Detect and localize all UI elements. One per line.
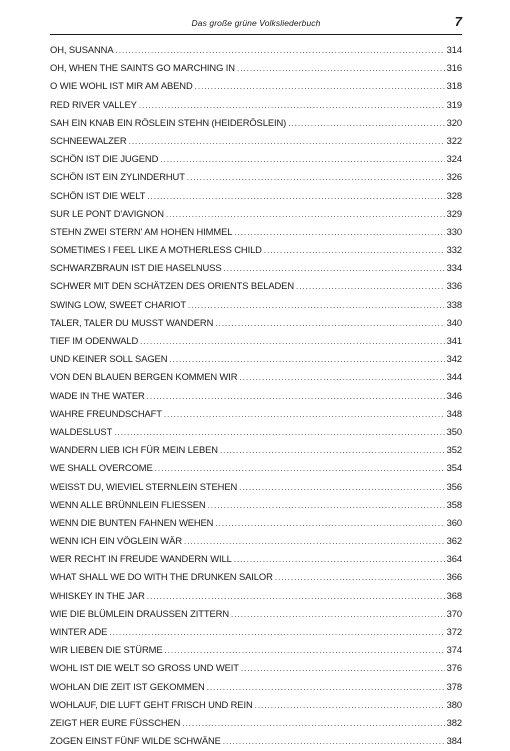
dot-leader — [231, 606, 445, 624]
toc-entry — [50, 696, 462, 714]
toc-entry-title: WIR LIEBEN DIE STÜRME — [50, 644, 163, 656]
toc-entry-page: 346 — [446, 389, 462, 401]
dot-leader — [275, 569, 445, 587]
dot-leader — [208, 497, 445, 515]
toc-entry — [50, 368, 462, 386]
toc-entry-page: 384 — [446, 735, 462, 747]
book-title: Das große grüne Volksliederbuch — [191, 18, 321, 28]
toc-entry-page: 374 — [446, 644, 462, 656]
toc-entry — [50, 150, 462, 168]
toc-entry-title: TIEF IM ODENWALD — [50, 335, 139, 346]
toc-entry — [50, 641, 462, 659]
dot-leader — [155, 460, 445, 478]
toc-entry — [50, 478, 462, 496]
toc-entry-title: VON DEN BLAUEN BERGEN KOMMEN WIR — [50, 371, 238, 383]
dot-leader — [165, 642, 445, 660]
toc-entry-title: SCHÖN IST DIE WELT — [50, 189, 146, 201]
toc-entry-title: OH, WHEN THE SAINTS GO MARCHING IN — [50, 62, 235, 74]
dot-leader — [220, 442, 445, 460]
toc-entry-title: TALER, TALER DU MUSST WANDERN — [50, 316, 214, 328]
toc-entry-page: 338 — [446, 298, 462, 310]
dot-leader — [239, 479, 444, 497]
toc-entry-page: 314 — [446, 44, 462, 55]
dot-leader — [239, 369, 444, 387]
toc-entry-page: 372 — [446, 626, 462, 637]
toc-entry-page: 336 — [446, 280, 462, 292]
toc-entry-page: 328 — [446, 189, 462, 201]
toc-entry — [50, 241, 462, 259]
dot-leader — [166, 206, 445, 224]
toc-entry-page: 362 — [446, 535, 462, 547]
toc-entry-title: WHAT SHALL WE DO WITH THE DRUNKEN SAILOR — [50, 571, 273, 583]
toc-entry-title: WIE DIE BLÜMLEIN DRAUSSEN ZITTERN — [50, 607, 230, 619]
toc-entry-page: 334 — [446, 262, 462, 274]
dot-leader — [237, 60, 445, 78]
dot-leader — [188, 297, 445, 315]
toc-entry-title: WENN ICH EIN VÖGLEIN WÄR — [50, 535, 182, 547]
toc-entry-page: 380 — [446, 698, 462, 710]
toc-entry-page: 329 — [446, 207, 462, 219]
toc-entry — [50, 132, 462, 150]
toc-entry-page: 348 — [446, 407, 462, 419]
toc-entry-title: SUR LE PONT D'AVIGNON — [50, 207, 164, 219]
toc-entry — [50, 259, 462, 277]
toc-entry-page: 370 — [446, 607, 462, 619]
toc-entry-page: 360 — [446, 516, 462, 528]
toc-entry-page: 378 — [446, 680, 462, 692]
toc-entry-title: WEISST DU, WIEVIEL STERNLEIN STEHEN — [50, 480, 238, 492]
toc-entry-page: 358 — [446, 498, 462, 510]
toc-entry — [50, 223, 462, 241]
toc-entry-page: 352 — [446, 444, 462, 456]
toc-entry-page: 356 — [446, 480, 462, 492]
toc-entry-page: 318 — [446, 80, 462, 92]
toc-entry — [50, 350, 462, 368]
toc-entry — [50, 332, 462, 350]
toc-entry-title: WHISKEY IN THE JAR — [50, 589, 145, 601]
toc-entry-title: SOMETIMES I FEEL LIKE A MOTHERLESS CHILD — [50, 244, 262, 256]
toc-entry-page: 340 — [446, 316, 462, 328]
toc-entry-title: SCHWARZBRAUN IST DIE HASELNUSS — [50, 262, 222, 274]
toc-entry-page: 316 — [446, 62, 462, 74]
toc-entry-title: STEHN ZWEI STERN' AM HOHEN HIMMEL — [50, 225, 233, 237]
toc-entry-title: SAH EIN KNAB EIN RÖSLEIN STEHN (HEIDERÖSLEIN) — [50, 116, 287, 128]
dot-leader — [224, 260, 445, 278]
toc-entry — [50, 732, 462, 750]
toc-entry-page: 344 — [446, 371, 462, 383]
toc-entry-page: 332 — [446, 244, 462, 256]
dot-leader — [139, 97, 445, 115]
dot-leader — [223, 733, 445, 751]
toc-entry-title: WER RECHT IN FREUDE WANDERN WILL — [50, 553, 232, 565]
toc-entry — [50, 277, 462, 295]
toc-entry-page: 364 — [446, 553, 462, 565]
toc-entry — [50, 423, 462, 441]
toc-entry — [50, 405, 462, 423]
toc-entry — [50, 514, 462, 532]
toc-entry — [50, 96, 462, 114]
toc-entry-title: WALDESLUST — [50, 425, 113, 437]
toc-entry-title: SCHWER MIT DEN SCHÄTZEN DES ORIENTS BELADEN — [50, 280, 294, 292]
toc-entry-title: OH, SUSANNA — [50, 44, 114, 55]
toc-entry-title: WOHLAN DIE ZEIT IST GEKOMMEN — [50, 680, 205, 692]
toc-entry-title: WENN DIE BUNTEN FAHNEN WEHEN — [50, 516, 214, 528]
dot-leader — [215, 515, 444, 533]
dot-leader — [234, 551, 445, 569]
toc-entry-page: 326 — [446, 171, 462, 183]
toc-entry-page: 319 — [446, 98, 462, 110]
toc-entry-title: UND KEINER SOLL SAGEN — [50, 353, 168, 365]
toc-entry-title: SCHÖN IST DIE JUGEND — [50, 153, 159, 165]
toc-entry-title: ZEIGT HER EURE FÜSSCHEN — [50, 716, 181, 728]
dot-leader — [164, 406, 445, 424]
toc-entry-title: WE SHALL OVERCOME — [50, 462, 153, 474]
toc-entry — [50, 114, 462, 132]
toc-entry — [50, 568, 462, 586]
toc-entry — [50, 532, 462, 550]
toc-entry — [50, 587, 462, 605]
dot-leader — [169, 351, 444, 369]
dot-leader — [241, 660, 445, 678]
table-of-contents — [50, 41, 462, 750]
toc-entry — [50, 605, 462, 623]
page-header — [50, 14, 462, 35]
toc-entry — [50, 168, 462, 186]
toc-entry-title: O WIE WOHL IST MIR AM ABEND — [50, 80, 193, 92]
toc-entry — [50, 41, 462, 59]
toc-entry-page: 368 — [446, 589, 462, 601]
dot-leader — [114, 424, 444, 442]
dot-leader — [207, 679, 445, 697]
dot-leader — [147, 588, 445, 606]
toc-entry — [50, 205, 462, 223]
toc-entry — [50, 496, 462, 514]
dot-leader — [116, 42, 445, 60]
toc-entry-page: 354 — [446, 462, 462, 474]
toc-entry — [50, 714, 462, 732]
toc-entry-page: 324 — [446, 153, 462, 165]
toc-entry — [50, 187, 462, 205]
toc-entry — [50, 441, 462, 459]
toc-entry — [50, 77, 462, 95]
dot-leader — [195, 78, 445, 96]
toc-entry — [50, 59, 462, 77]
dot-leader — [147, 388, 445, 406]
toc-entry-title: WANDERN LIEB ICH FÜR MEIN LEBEN — [50, 444, 218, 456]
toc-entry-title: ZOGEN EINST FÜNF WILDE SCHWÄNE — [50, 735, 221, 747]
toc-entry-page: 350 — [446, 425, 462, 437]
page-number: 7 — [454, 14, 462, 29]
dot-leader — [187, 169, 445, 187]
toc-entry-page: 320 — [446, 116, 462, 128]
dot-leader — [129, 133, 445, 151]
toc-entry — [50, 550, 462, 568]
toc-entry — [50, 459, 462, 477]
dot-leader — [160, 151, 444, 169]
dot-leader — [264, 242, 445, 260]
toc-entry-page: 366 — [446, 571, 462, 583]
dot-leader — [147, 188, 444, 206]
dot-leader — [182, 715, 444, 733]
toc-entry-title: SCHÖN IST EIN ZYLINDERHUT — [50, 171, 185, 183]
dot-leader — [215, 315, 444, 333]
toc-entry — [50, 387, 462, 405]
toc-entry — [50, 623, 462, 641]
dot-leader — [288, 115, 444, 133]
dot-leader — [234, 224, 444, 242]
toc-entry-title: WINTER ADE — [50, 626, 108, 637]
toc-entry-title: WAHRE FREUNDSCHAFT — [50, 407, 162, 419]
toc-entry-page: 341 — [446, 335, 462, 346]
toc-entry-title: RED RIVER VALLEY — [50, 98, 137, 110]
toc-entry-page: 376 — [446, 662, 462, 674]
dot-leader — [184, 533, 445, 551]
toc-entry-title: WENN ALLE BRÜNNLEIN FLIESSEN — [50, 498, 206, 510]
toc-entry-page: 382 — [446, 716, 462, 728]
toc-entry-title: SWING LOW, SWEET CHARIOT — [50, 298, 186, 310]
toc-entry — [50, 296, 462, 314]
dot-leader — [255, 697, 445, 715]
toc-entry — [50, 678, 462, 696]
toc-entry-title: WADE IN THE WATER — [50, 389, 145, 401]
dot-leader — [140, 333, 444, 351]
toc-entry-page: 330 — [446, 225, 462, 237]
toc-entry-title: WOHL IST DIE WELT SO GROSS UND WEIT — [50, 662, 239, 674]
toc-entry-title: SCHNEEWALZER — [50, 134, 127, 146]
toc-entry-page: 342 — [446, 353, 462, 365]
toc-entry-page: 322 — [446, 134, 462, 146]
dot-leader — [296, 278, 445, 296]
toc-entry — [50, 314, 462, 332]
toc-entry — [50, 659, 462, 677]
toc-entry-title: WOHLAUF, DIE LUFT GEHT FRISCH UND REIN — [50, 698, 253, 710]
dot-leader — [109, 624, 444, 642]
